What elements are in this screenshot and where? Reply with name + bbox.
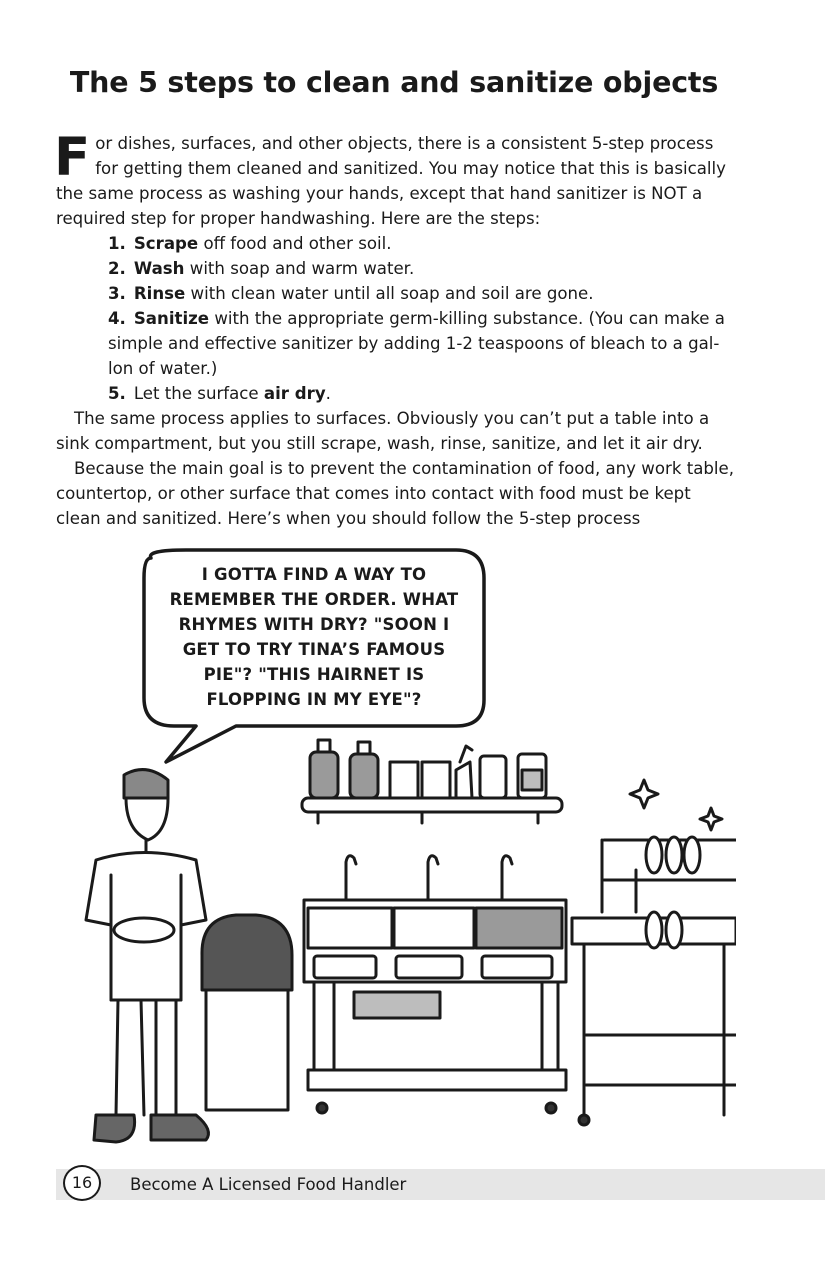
- page-title: The 5 steps to clean and sanitize objects: [69, 66, 719, 99]
- paragraph-surfaces: The same process applies to surfaces. Obviously you can’t put a table into a sink compartment, but you still scrape, wash, rinse, sanitize, and let it air dry.: [56, 409, 710, 453]
- book-title: Become A Licensed Food Handler: [130, 1175, 407, 1194]
- page-number: 16: [63, 1165, 101, 1201]
- paragraph-contamination: Because the main goal is to prevent the contamination of food, any work table, countertop, or other surface that comes into contact with food must be kept clean and sanitized. Here’s when you should follow the 5-step process: [56, 459, 735, 528]
- step-item: 1. Scrape off food and other soil.: [108, 234, 392, 253]
- step-keyword: Scrape: [133, 234, 199, 253]
- dish-rack: [572, 837, 736, 1125]
- trash-can: [202, 915, 292, 1110]
- speech-bubble-text: I GOTTA FIND A WAY TO REMEMBER THE ORDER. WHAT RHYMES WITH DRY? "SOON I GET TO TRY TINA’S FAMOUS PIE"? "THIS HAIRNET IS FLOPPING IN MY EYE"?: [169, 565, 459, 709]
- intro-text: or dishes, surfaces, and other objects, there is a consistent 5-step process for getting them cleaned and sanitized. You may notice that this is basically the same process as washing your hands, except that hand sanitizer is NOT a required step for proper handwashing. Here are the steps:: [56, 134, 726, 228]
- intro-paragraph: [54, 127, 736, 231]
- step-keyword: Wash: [133, 259, 185, 278]
- step-keyword: Sanitize: [133, 309, 210, 328]
- step-item: 3. Rinse with clean water until all soap and soil are gone.: [108, 284, 594, 303]
- drop-cap: F: [54, 127, 91, 188]
- cleaning-shelf: [302, 740, 562, 823]
- kitchen-illustration: [56, 540, 736, 1155]
- step-keyword: Rinse: [133, 284, 186, 303]
- three-compartment-sink: [304, 856, 566, 1113]
- step-item: 5. Let the surface air dry.: [108, 384, 331, 403]
- step-item: 4. Sanitize with the appropriate germ-killing substance. (You can make a simple and effective sanitizer by adding 1-2 teaspoons of bleach to a gal-lon of water.): [108, 309, 725, 378]
- steps-list: [56, 231, 736, 406]
- body-text: [54, 127, 736, 531]
- cook-figure: [86, 770, 208, 1142]
- step-keyword: air dry: [263, 384, 326, 403]
- step-item: 2. Wash with soap and warm water.: [108, 259, 415, 278]
